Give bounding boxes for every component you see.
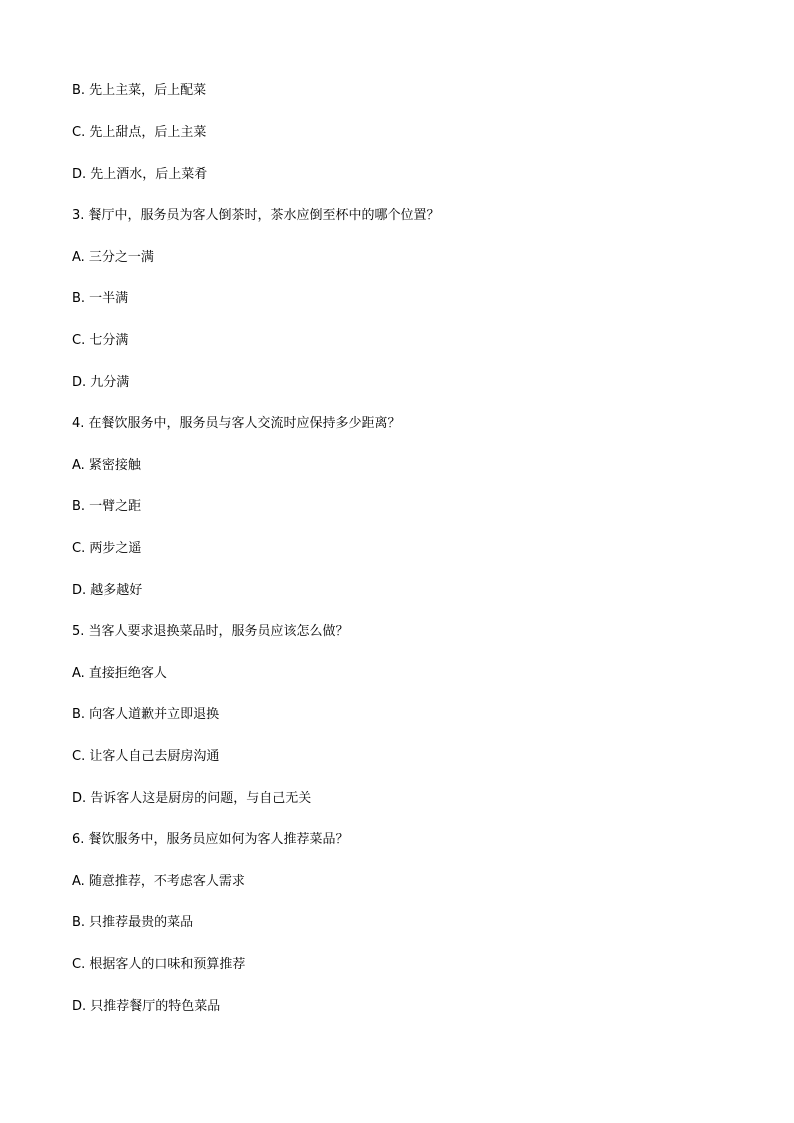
question-3: 3. 餐厅中，服务员为客人倒茶时，茶水应倒至杯中的哪个位置？ bbox=[72, 208, 440, 223]
option-q5-b: B. 向客人道歉并立即退换 bbox=[72, 707, 220, 722]
question-4: 4. 在餐饮服务中，服务员与客人交流时应保持多少距离？ bbox=[72, 416, 401, 431]
option-q3-b: B. 一半满 bbox=[72, 291, 129, 306]
option-q3-c: C. 七分满 bbox=[72, 333, 129, 348]
option-q6-b: B. 只推荐最贵的菜品 bbox=[72, 915, 194, 930]
option-q3-d: D. 九分满 bbox=[72, 375, 130, 390]
option-q5-d: D. 告诉客人这是厨房的问题，与自己无关 bbox=[72, 791, 312, 806]
option-q4-b: B. 一臂之距 bbox=[72, 499, 142, 514]
option-q2-c: C. 先上甜点，后上主菜 bbox=[72, 125, 207, 140]
question-6: 6. 餐饮服务中，服务员应如何为客人推荐菜品？ bbox=[72, 832, 349, 847]
option-q6-d: D. 只推荐餐厅的特色菜品 bbox=[72, 999, 221, 1014]
option-q2-b: B. 先上主菜，后上配菜 bbox=[72, 83, 207, 98]
option-q6-c: C. 根据客人的口味和预算推荐 bbox=[72, 957, 246, 972]
option-q2-d: D. 先上酒水，后上菜肴 bbox=[72, 167, 208, 182]
option-q4-d: D. 越多越好 bbox=[72, 583, 143, 598]
question-5: 5. 当客人要求退换菜品时，服务员应该怎么做？ bbox=[72, 624, 349, 639]
option-q3-a: A. 三分之一满 bbox=[72, 250, 154, 265]
option-q5-a: A. 直接拒绝客人 bbox=[72, 666, 167, 681]
option-q4-c: C. 两步之遥 bbox=[72, 541, 142, 556]
option-q4-a: A. 紧密接触 bbox=[72, 458, 141, 473]
option-q6-a: A. 随意推荐，不考虑客人需求 bbox=[72, 874, 245, 889]
option-q5-c: C. 让客人自己去厨房沟通 bbox=[72, 749, 220, 764]
